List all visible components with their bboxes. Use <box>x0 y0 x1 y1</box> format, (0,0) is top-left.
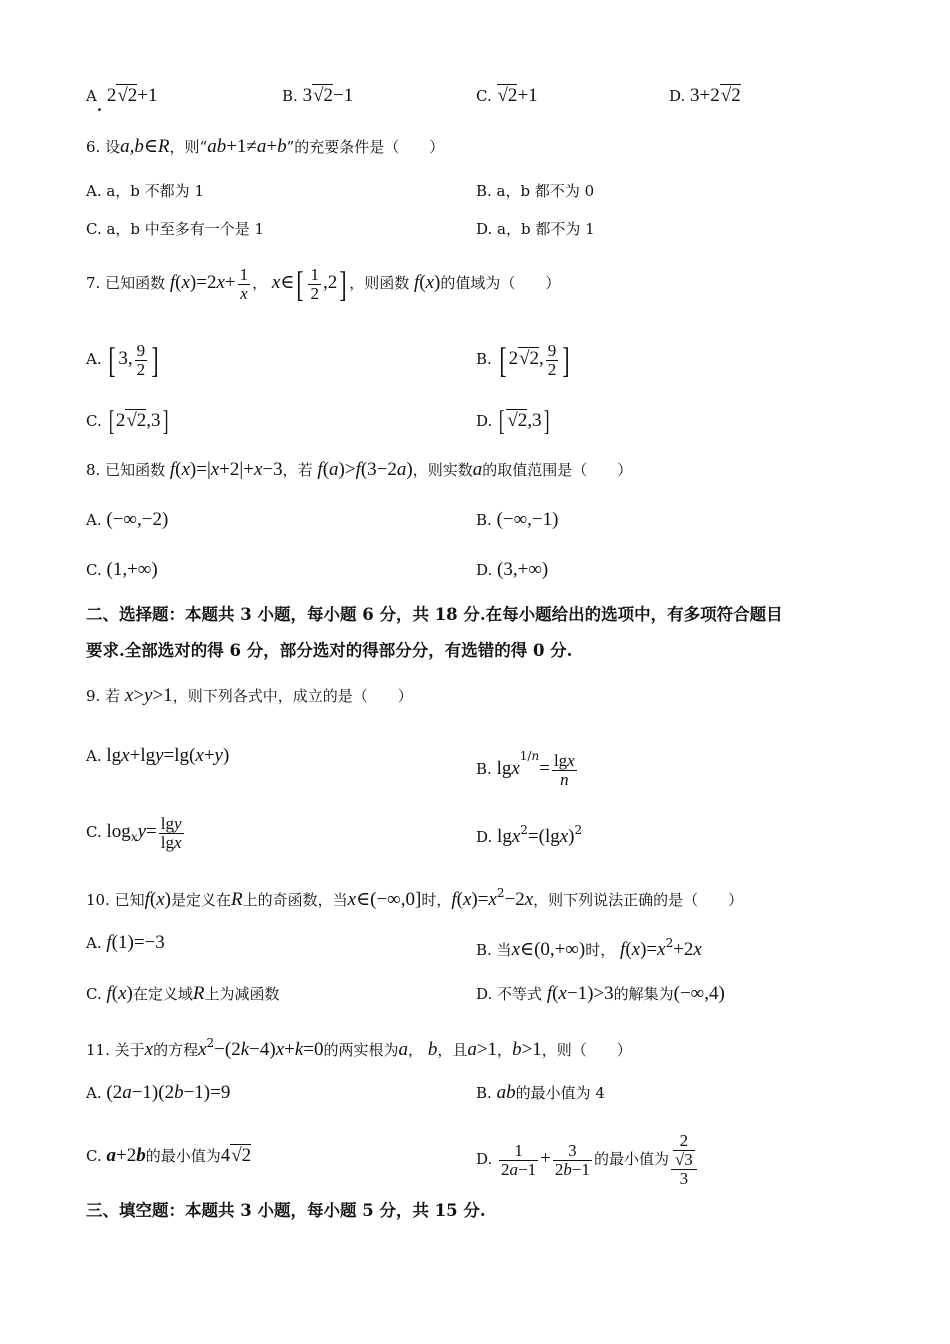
q11-option-d: D. $\frac{1}{2a-1}$ + $\frac{3}{2b-1}$ 的最小值为 2 √3 3 <box>476 1132 699 1188</box>
q7-stem: 7. 已知函数 f(x)=2x+ $\frac{1}{x}$ ， x∈[ $\frac{1}{2}$ ,2] ，则函数 f(x)的值域为（ ） <box>86 264 561 304</box>
section-3-heading: 三、填空题：本题共 3 小题，每小题 5 分，共 15 分. <box>86 1201 486 1220</box>
q8-option-a: A. (−∞,−2) <box>86 509 169 530</box>
q8-option-c: C. (1,+∞) <box>86 559 158 580</box>
q7-option-a: A. [ 3, $\frac{9}{2}$ ] <box>86 340 159 380</box>
q5-option-a: A. 2√2+1 <box>86 85 158 115</box>
q9-option-b: B. lgx$^{1/n}$= $\frac{\lg x}{n}$ <box>476 749 575 789</box>
q6-option-a: A. a，b 不都为 1 <box>86 182 204 200</box>
section-2-heading-line1: 二、选择题：本题共 3 小题，每小题 6 分，共 18 分.在每小题给出的选项中，有多项符合题目 <box>86 605 783 624</box>
q9-option-c: C. $\log_xy=$ $\frac{\lg y}{\lg x}$ <box>86 813 182 852</box>
q8-option-d: D. (3,+∞) <box>476 559 549 580</box>
q6-option-c: C. a，b 中至多有一个是 1 <box>86 220 265 238</box>
q6-option-b: B. a，b 都不为 0 <box>476 182 595 200</box>
q8-stem: 8. 已知函数 f(x)=|x+2|+x−3，若 f(a)>f(3−2a)，则实数a的取值范围是（ ） <box>86 459 633 480</box>
q11-stem: 11. 关于x的方程$x^2-(2k-4)x+k=0$的两实根为a， b，且a>1，b>1，则（ ） <box>86 1036 632 1060</box>
q10-stem: 10. 已知f(x)是定义在R上的奇函数，当x∈(−∞,0]时，$f(x)=x^2-2x$，则下列说法正确的是（ ） <box>86 886 744 910</box>
section-2-heading-line2: 要求.全部选对的得 6 分，部分选对的得部分分，有选错的得 0 分. <box>86 641 573 660</box>
q11-option-c: C. a+2b的最小值为4√2 <box>86 1145 252 1166</box>
q5-option-b: B. 3√2−1 <box>282 85 354 106</box>
q7-option-c: C. [2√2,3] <box>86 406 168 437</box>
q5-option-c: C. √2+1 <box>476 85 538 106</box>
q6-stem: 6. 设a,b∈R，则“ab+1≠a+b”的充要条件是（ ） <box>86 136 445 157</box>
q10-option-b: B. 当x∈(0,+∞)时， $f(x)=x^2+2x$ <box>476 936 702 960</box>
q5-option-d: D. 3+2√2 <box>669 85 741 106</box>
q10-option-c: C. f(x)在定义域R上为减函数 <box>86 983 280 1004</box>
q10-option-d: D. 不等式 f(x−1)>3的解集为(−∞,4) <box>476 983 725 1004</box>
q9-option-d: D. $\lg x^2=(\lg x)^2$ <box>476 823 583 847</box>
q10-option-a: A. f(1)=−3 <box>86 932 165 953</box>
q7-option-b: B. [ 2√2, $\frac{9}{2}$ ] <box>476 340 570 380</box>
q8-option-b: B. (−∞,−1) <box>476 509 559 530</box>
q11-option-b: B. ab的最小值为 4 <box>476 1082 605 1103</box>
q9-stem: 9. 若 x>y>1，则下列各式中，成立的是（ ） <box>86 685 413 706</box>
q7-option-d: D. [ √2,3] <box>476 406 550 437</box>
q6-option-d: D. a，b 都不为 1 <box>476 220 595 238</box>
q9-option-a: A. lgx+lgy=lg(x+y) <box>86 745 230 766</box>
q11-option-a: A. (2a−1)(2b−1)=9 <box>86 1082 231 1103</box>
